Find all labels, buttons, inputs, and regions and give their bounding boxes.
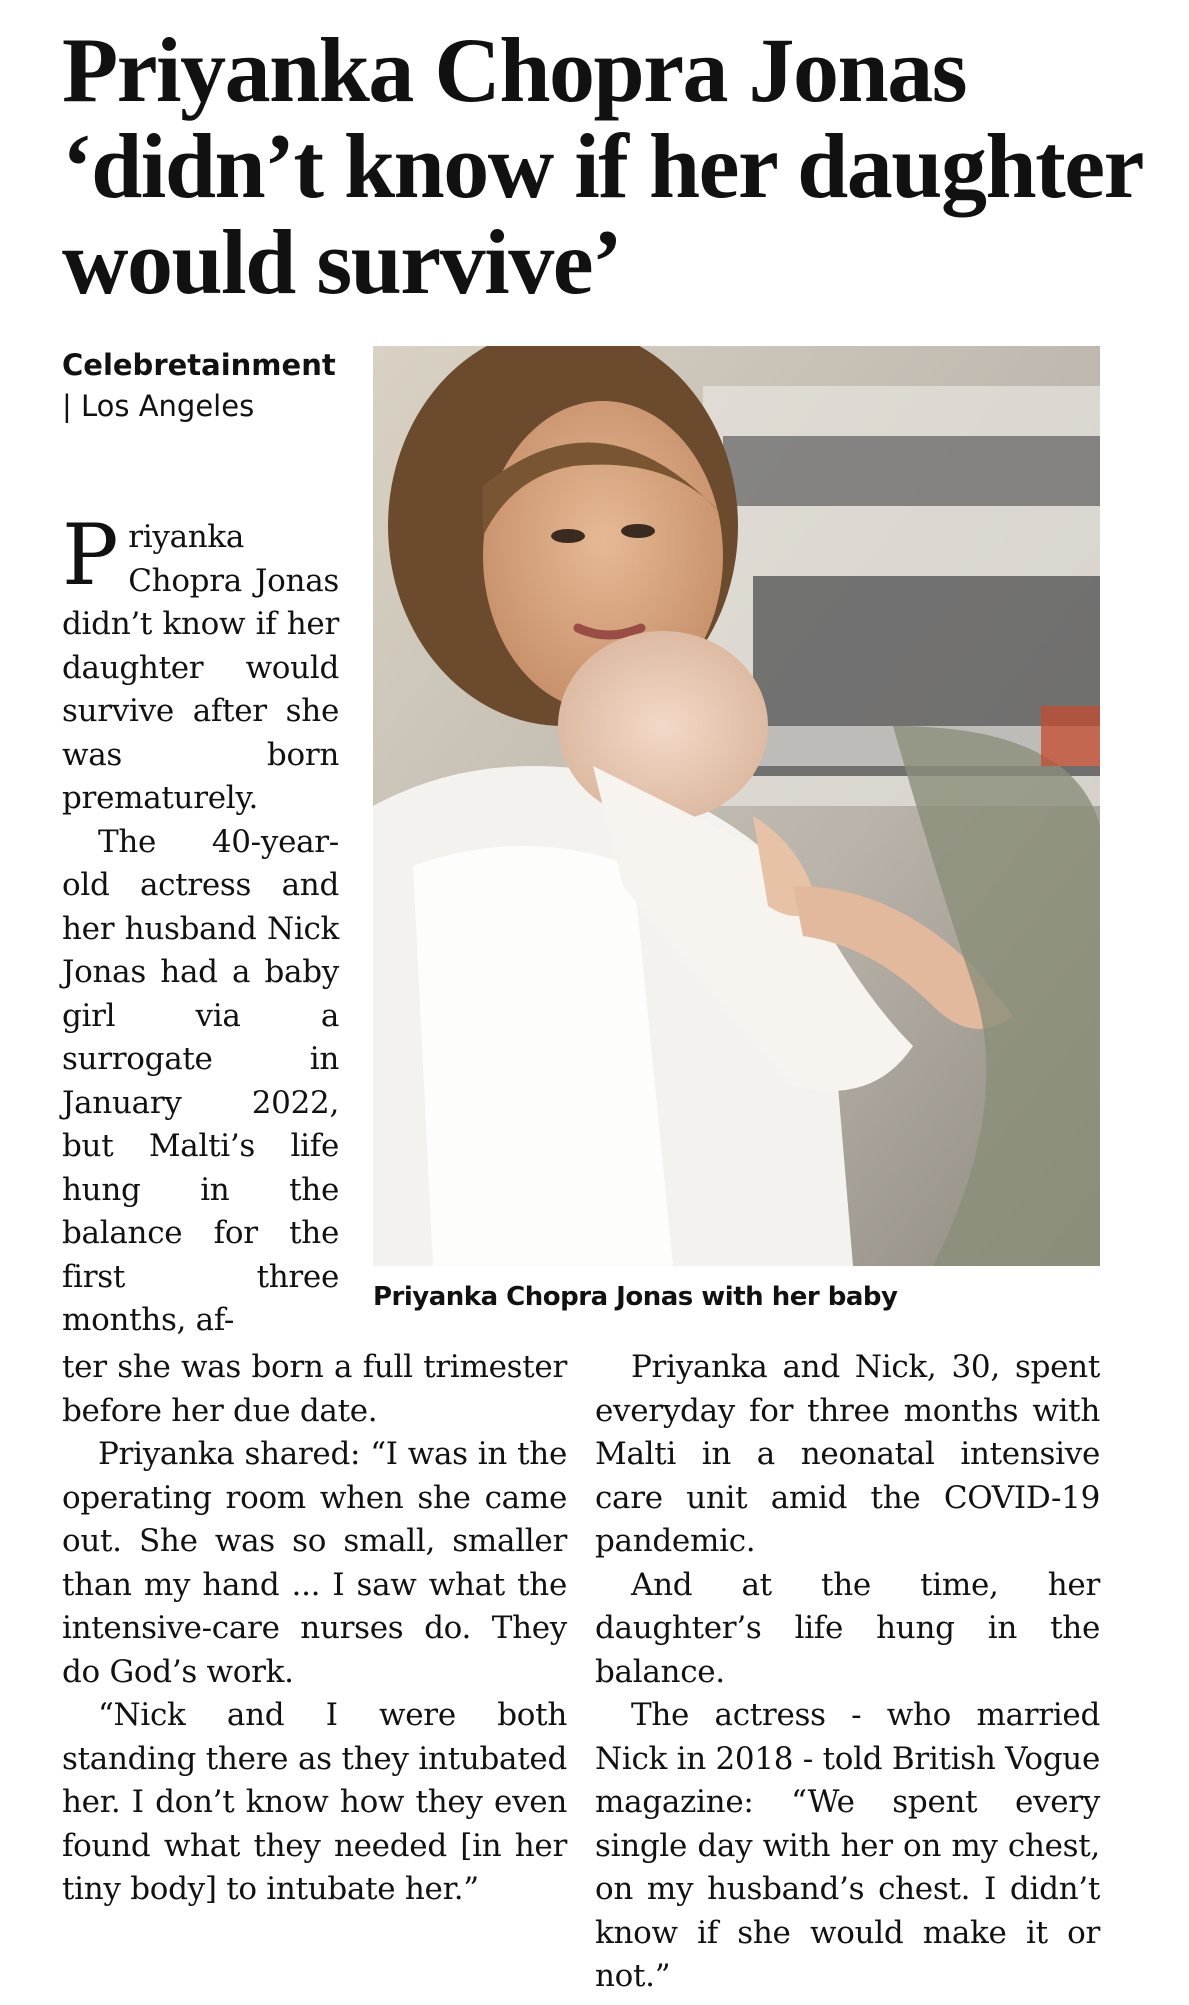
- byline-source: Celebretainment: [62, 348, 336, 382]
- byline-location: Los Angeles: [81, 389, 255, 423]
- article-column-3: [595, 1346, 1100, 1999]
- paragraph: Priyanka shared: “I was in the operating room when she came out. She was so small, smaller than my hand ... I saw what the intensive-care nurses do. They do God’s work.: [62, 1436, 567, 1690]
- headline: Priyanka Chopra Jonas ‘didn’t know if her daughter would survive’: [62, 19, 1142, 313]
- drop-cap: P: [62, 506, 119, 604]
- paragraph: The actress - who married Nick in 2018 - told British Vogue magazine: “We spent every single day with her on my chest, on my husband’s chest. I didn’t know if she would make it or not.”: [595, 1697, 1100, 1994]
- article-column-2: [62, 1346, 567, 1912]
- paragraph: ter she was born a full trimester before her due date.: [62, 1349, 567, 1429]
- paragraph: Priyanka and Nick, 30, spent everyday for three months with Malti in a neonatal intensive care unit amid the COVID-19 pandemic.: [595, 1349, 1100, 1559]
- paragraph: [62, 506, 339, 821]
- paragraph: “Nick and I were both standing there as they intubated her. I don’t know how they even found what they needed [in her tiny body] to intubate her.”: [62, 1697, 567, 1907]
- paragraph: And at the time, her daughter’s life hung in the balance.: [595, 1566, 1100, 1690]
- paragraph-text: riyanka Chopra Jonas didn’t know if her daughter would survive after she was born prematurely.: [62, 519, 339, 816]
- paragraph: The 40-year-old actress and her husband Nick Jonas had a baby girl via a surrogate in January 2022, but Malti’s life hung in the balance for the first three months, af-: [62, 823, 339, 1338]
- byline: Celebretainment | Los Angeles: [62, 348, 336, 423]
- photo-caption: Priyanka Chopra Jonas with her baby: [373, 1282, 898, 1312]
- article-column-1: [62, 506, 339, 1343]
- article-photo: [373, 346, 1100, 1266]
